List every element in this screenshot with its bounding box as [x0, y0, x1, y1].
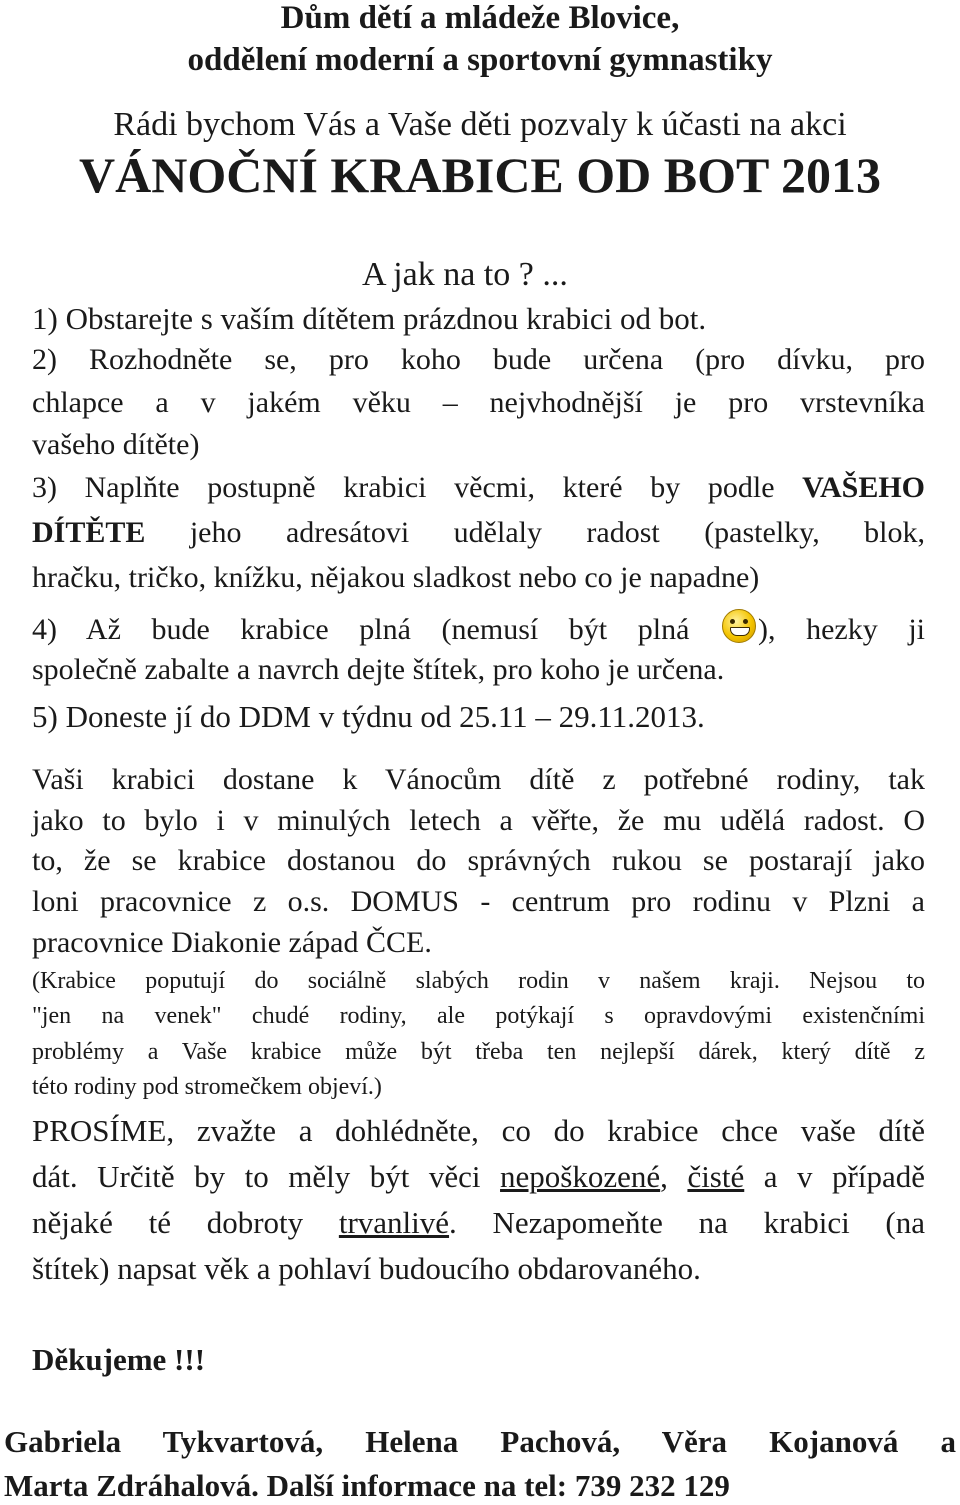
- step-3-line-3: hračku, tričko, knížku, nějakou sladkost nebo co je napadne): [32, 561, 760, 594]
- step-5: 5) Doneste jí do DDM v týdnu od 25.11 – 29.11.2013.: [32, 699, 705, 734]
- request-text-3: nějaké té dobroty: [32, 1205, 339, 1240]
- step-3-text: 3) Naplňte postupně krabici věcmi, které by podle: [32, 471, 803, 504]
- invite-text: Rádi bychom Vás a Vaše děti pozvaly k účasti na akci: [113, 106, 847, 143]
- request-text-4: . Nezapomeňte na krabici (na: [449, 1205, 925, 1240]
- smiley-icon: [722, 609, 756, 643]
- info-line-2: jako to bylo i v minulých letech a věřte, že mu udělá radost. O: [32, 804, 925, 837]
- step-1: 1) Obstarejte s vaším dítětem prázdnou krabici od bot.: [32, 301, 707, 336]
- step-4-text-2: ), hezky ji: [758, 613, 925, 646]
- request-separator: ,: [660, 1159, 688, 1194]
- info-line-5: pracovnice Diakonie západ ČCE.: [32, 926, 432, 959]
- note-line-3: problémy a Vaše krabice může být třeba ten nejlepší dárek, který dítě z: [32, 1039, 925, 1065]
- underlined-undamaged: nepoškozené: [500, 1159, 661, 1194]
- request-line-1: PROSÍME, zvažte a dohlédněte, co do krabice chce vaše dítě: [32, 1113, 925, 1148]
- step-4-line-2: společně zabalte a navrch dejte štítek, pro koho je určena.: [32, 653, 725, 686]
- note-line-1: (Krabice poputují do sociálně slabých rodin v našem kraji. Nejsou to: [32, 968, 925, 994]
- request-text-2: a v případě: [744, 1159, 926, 1194]
- step-2-line-2: chlapce a v jakém věku – nejvhodnější je pro vrstevníka: [32, 386, 925, 419]
- step-2-line-3: vašeho dítěte): [32, 428, 200, 461]
- request-line-4: štítek) napsat věk a pohlaví budoucího obdarovaného.: [32, 1251, 701, 1286]
- step-3-emphasis-2: DÍTĚTE: [32, 516, 146, 549]
- note-line-4: této rodiny pod stromečkem objeví.): [32, 1074, 382, 1100]
- info-line-3: to, že se krabice dostanou do správných rukou se postarají jako: [32, 844, 925, 877]
- underlined-durable: trvanlivé: [338, 1205, 450, 1240]
- underlined-clean: čisté: [687, 1159, 745, 1194]
- step-4-line-1: [32, 609, 925, 645]
- step-2-line-1: 2) Rozhodněte se, pro koho bude určena (pro dívku, pro: [32, 343, 925, 376]
- org-department: oddělení moderní a sportovní gymnastiky: [187, 42, 773, 78]
- step-4-text: 4) Až bude krabice plná (nemusí být plná: [32, 613, 720, 646]
- request-line-2: [32, 1161, 925, 1192]
- note-line-2: "jen na venek" chudé rodiny, ale potýkají s opravdovými existenčními: [32, 1003, 925, 1029]
- signature-line-1: Gabriela Tykvartová, Helena Pachová, Věra Kojanová a: [4, 1424, 956, 1459]
- step-3-line-2: [32, 518, 925, 548]
- thanks-text: Děkujeme !!!: [32, 1342, 206, 1377]
- event-title: VÁNOČNÍ KRABICE OD BOT 2013: [79, 147, 881, 203]
- request-line-3: [32, 1207, 925, 1238]
- info-line-4: loni pracovnice z o.s. DOMUS - centrum pro rodinu v Plzni a: [32, 885, 925, 918]
- step-3-text-2: jeho adresátovi udělaly radost (pastelky, blok,: [145, 516, 925, 549]
- step-3-emphasis: VAŠEHO: [802, 471, 925, 504]
- step-3-line-1: [32, 473, 925, 503]
- request-text: dát. Určitě by to měly být věci: [32, 1159, 501, 1194]
- howto-question: A jak na to ? ...: [362, 256, 568, 293]
- org-name: Dům dětí a mládeže Blovice,: [280, 0, 680, 36]
- signature-line-2: Marta Zdráhalová. Další informace na tel: 739 232 129: [4, 1468, 730, 1503]
- info-line-1: Vaši krabici dostane k Vánocům dítě z potřebné rodiny, tak: [32, 763, 925, 796]
